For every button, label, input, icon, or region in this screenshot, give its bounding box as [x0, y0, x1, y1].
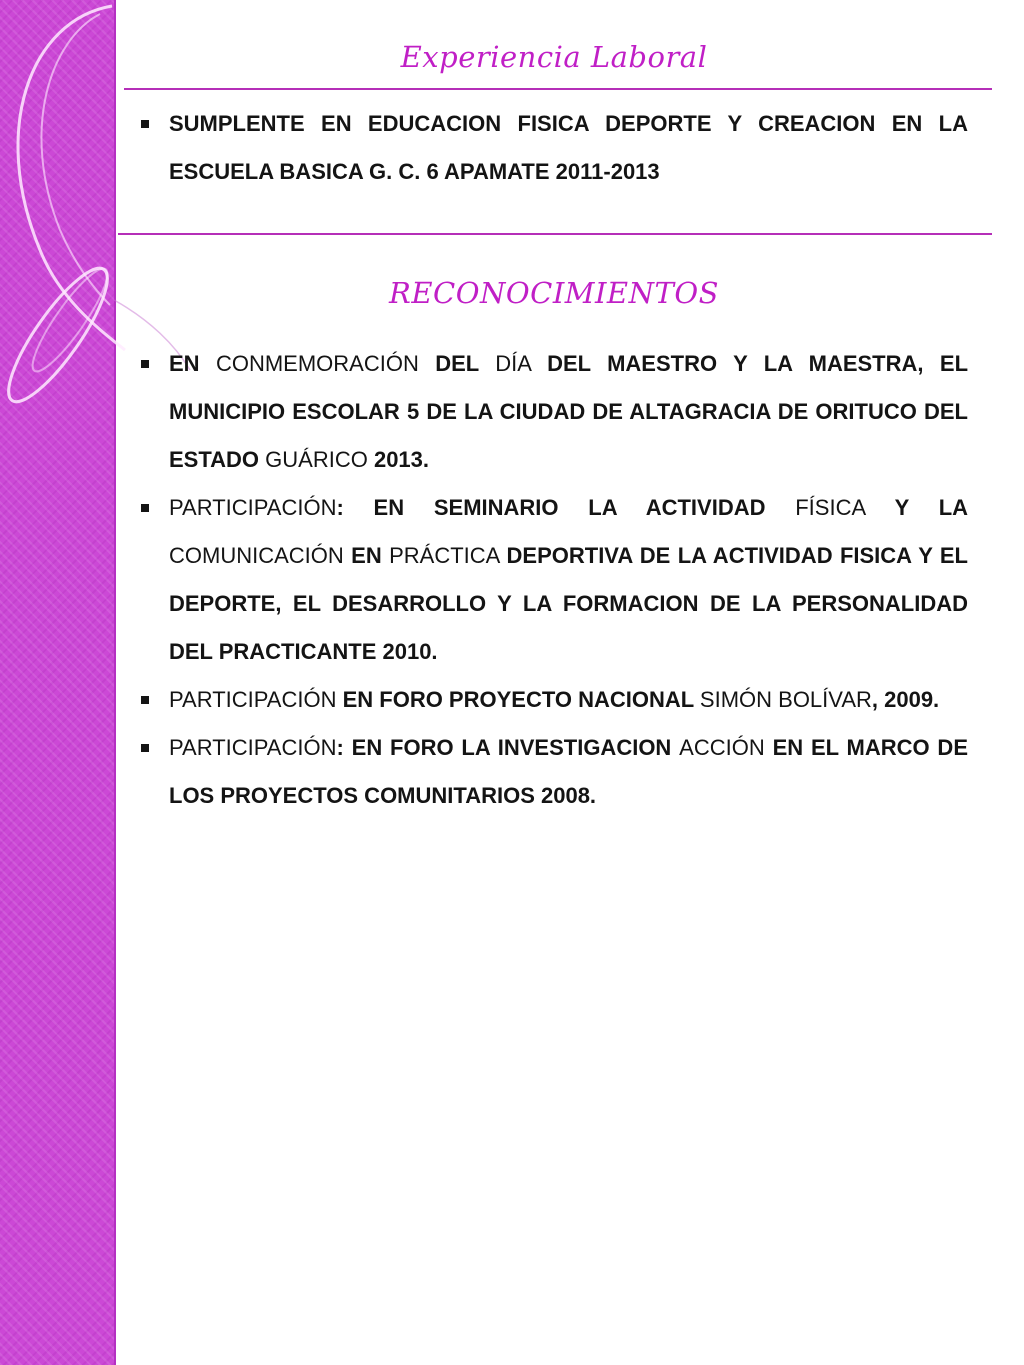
item-text-segment: DÍA	[495, 351, 548, 376]
square-bullet-icon	[141, 360, 149, 368]
item-text-segment: Y LA	[894, 495, 969, 520]
item-text-segment: CONMEMORACIÓN	[215, 351, 436, 376]
item-text-segment: EN FORO PROYECTO NACIONAL	[342, 687, 700, 712]
item-text-segment: PARTICIPACIÓN	[169, 495, 337, 520]
item-text-segment: COMUNICACIÓN	[169, 543, 352, 568]
experiencia-list	[140, 100, 968, 196]
square-bullet-icon	[141, 120, 149, 128]
item-text-segment: DEPORTIVA DE LA ACTIVIDAD FISICA Y EL DEPORTE, EL DESARROLLO Y LA FORMACION DE LA PERSONALIDAD DEL PRACTICANTE 2010.	[169, 543, 968, 664]
reconocimientos-heading: RECONOCIMIENTOS	[389, 276, 719, 310]
square-bullet-icon	[141, 744, 149, 752]
item-text-segment: DEL MAESTRO Y LA MAESTRA, EL MUNICIPIO ESCOLAR 5 DE LA CIUDAD DE ALTAGRACIA DE ORITUCO DEL ESTADO	[169, 351, 969, 472]
item-text-segment: SIMÓN BOLÍVAR	[699, 687, 872, 712]
square-bullet-icon	[141, 696, 149, 704]
item-text-segment: , 2009.	[871, 687, 940, 712]
item-text-segment: GUÁRICO	[265, 447, 374, 472]
item-text-segment: EN	[169, 351, 216, 376]
item-text-segment: 2013.	[373, 447, 430, 472]
item-text-segment: EN	[351, 543, 390, 568]
reconocimientos-list	[140, 340, 968, 820]
list-item	[140, 484, 968, 676]
list-item	[140, 340, 968, 484]
item-text-segment: DEL	[435, 351, 496, 376]
item-text-segment: : EN SEMINARIO LA ACTIVIDAD	[336, 495, 796, 520]
item-text-segment: PARTICIPACIÓN	[169, 687, 343, 712]
list-item	[140, 100, 968, 196]
item-text-segment: ACCIÓN	[679, 735, 773, 760]
list-item	[140, 724, 968, 820]
item-text-segment: SUMPLENTE EN EDUCACION FISICA DEPORTE Y CREACION EN LA ESCUELA BASICA G. C. 6 APAMATE 2011-2013	[169, 111, 968, 184]
item-text-segment: PRÁCTICA	[389, 543, 507, 568]
experiencia-laboral-heading: Experiencia Laboral	[400, 40, 708, 74]
item-text-segment: : EN FORO LA INVESTIGACION	[336, 735, 680, 760]
item-text-segment: EN EL MARCO DE LOS PROYECTOS COMUNITARIOS 2008.	[169, 735, 968, 808]
square-bullet-icon	[141, 504, 149, 512]
item-text-segment: PARTICIPACIÓN	[169, 735, 337, 760]
list-item	[140, 676, 968, 724]
heading-divider	[124, 88, 992, 90]
item-text-segment: FÍSICA	[795, 495, 895, 520]
section-divider	[118, 233, 992, 235]
